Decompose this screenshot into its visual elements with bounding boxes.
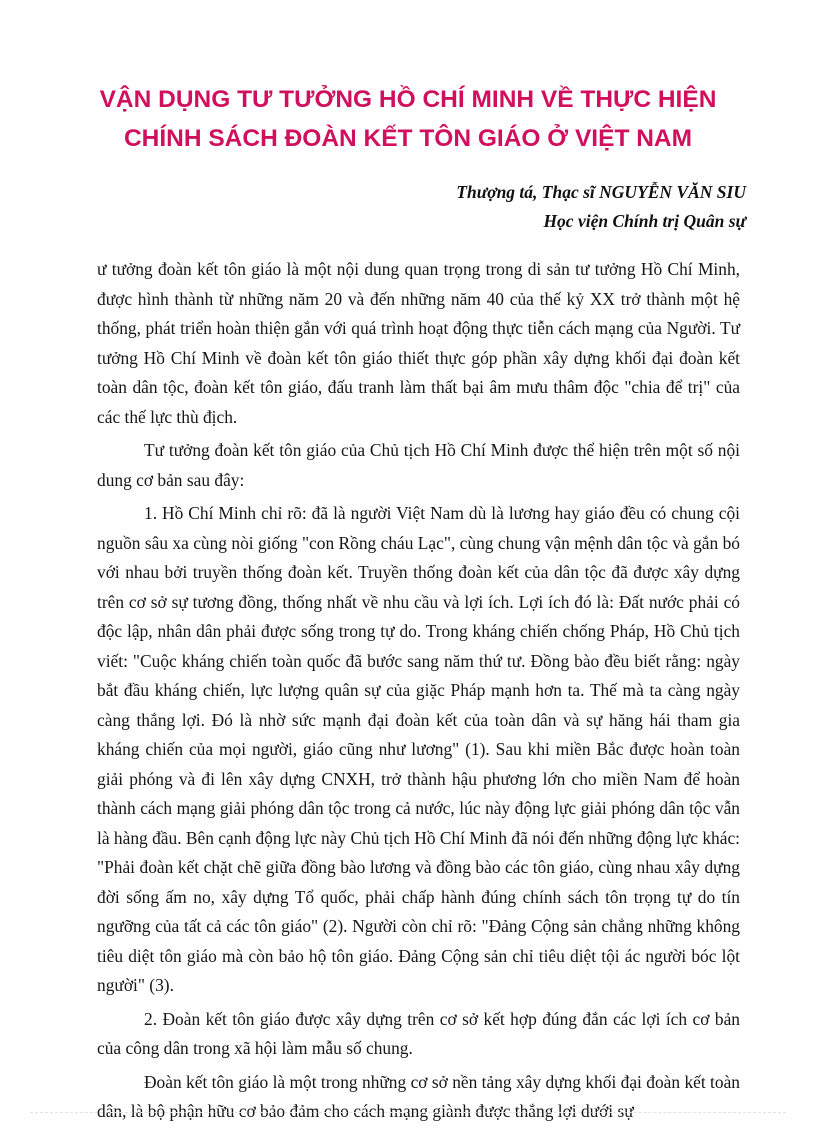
author-block xyxy=(456,178,746,236)
title-line-1: VẬN DỤNG TƯ TƯỞNG HỒ CHÍ MINH VỀ THỰC HIỆN xyxy=(99,86,717,113)
paragraph-overview: Tư tưởng đoàn kết tôn giáo của Chủ tịch Hồ Chí Minh được thể hiện trên một số nội dung cơ bản sau đây: xyxy=(97,440,740,490)
article-title xyxy=(60,80,756,158)
page-bottom-divider xyxy=(30,1112,786,1113)
author-affiliation: Học viện Chính trị Quân sự xyxy=(543,211,746,231)
article-body xyxy=(97,255,740,1131)
paragraph-point-1: 1. Hồ Chí Minh chỉ rõ: đã là người Việt Nam dù là lương hay giáo đều có chung cội nguồn sâu xa cùng nòi giống "con Rồng cháu Lạc", cùng chung vận mệnh dân tộc và gắn bó với nhau bởi truyền thống đoàn kết. Truyền thống đoàn kết của dân tộc đã được xây dựng trên cơ sở sự tương đồng, thống nhất về nhu cầu và lợi ích. Lợi ích đó là: Đất nước phải có độc lập, nhân dân phải được sống trong tự do. Trong kháng chiến chống Pháp, Hồ Chủ tịch viết: "Cuộc kháng chiến toàn quốc đã bước sang năm thứ tư. Đồng bào đều biết rằng: ngày bắt đầu kháng chiến, lực lượng quân sự của giặc Pháp mạnh hơn ta. Thế mà ta càng ngày càng thắng lợi. Đó là nhờ sức mạnh đại đoàn kết của toàn dân và sự hăng hái tham gia kháng chiến của mọi người, giáo cũng như lương" (1). Sau khi miền Bắc được hoàn toàn giải phóng và đi lên xây dựng CNXH, trở thành hậu phương lớn cho miền Nam để hoàn thành cách mạng giải phóng dân tộc trong cả nước, lúc này động lực giải phóng dân tộc vẫn là hàng đầu. Bên cạnh động lực này Chủ tịch Hồ Chí Minh đã nói đến những động lực khác: "Phải đoàn kết chặt chẽ giữa đồng bào lương và đồng bào các tôn giáo, cùng nhau xây dựng đời sống ấm no, xây dựng Tổ quốc, phải chấp hành đúng chính sách tôn trọng tự do tín ngưỡng của tất cả các tôn giáo" (2). Người còn chỉ rõ: "Đảng Cộng sản chẳng những không tiêu diệt tôn giáo mà còn bảo hộ tôn giáo. Đảng Cộng sản chỉ tiêu diệt tội ác người bóc lột người" (3). xyxy=(97,503,740,995)
paragraph-intro: ư tưởng đoàn kết tôn giáo là một nội dung quan trọng trong di sản tư tưởng Hồ Chí Minh, được hình thành từ những năm 20 và đến những năm 40 của thế kỷ XX trở thành một hệ thống, phát triển hoàn thiện gắn với quá trình hoạt động thực tiễn cách mạng của Người. Tư tưởng Hồ Chí Minh về đoàn kết tôn giáo thiết thực góp phần xây dựng khối đại đoàn kết toàn dân tộc, đoàn kết tôn giáo, đấu tranh làm thất bại âm mưu thâm độc "chia để trị" của các thế lực thù địch. xyxy=(97,259,740,427)
paragraph-point-2: 2. Đoàn kết tôn giáo được xây dựng trên cơ sở kết hợp đúng đắn các lợi ích cơ bản của công dân trong xã hội làm mẫu số chung. xyxy=(97,1008,740,1058)
author-name: Thượng tá, Thạc sĩ NGUYỄN VĂN SIU xyxy=(456,182,746,202)
paragraph-continuation: Đoàn kết tôn giáo là một trong những cơ sở nền tảng xây dựng khối đại đoàn kết toàn dân, là bộ phận hữu cơ bảo đảm cho cách mạng giành được thắng lợi dưới sự xyxy=(97,1071,740,1121)
title-line-2: CHÍNH SÁCH ĐOÀN KẾT TÔN GIÁO Ở VIỆT NAM xyxy=(123,125,693,152)
